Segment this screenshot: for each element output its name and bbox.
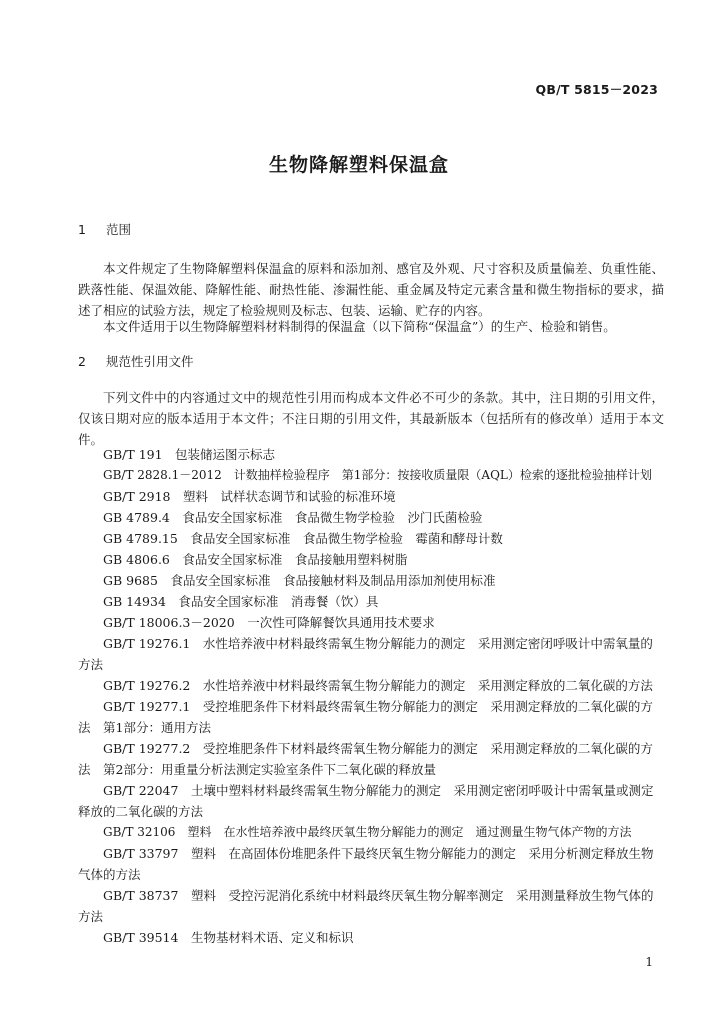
reference-item: GB 9685 食品安全国家标准 食品接触材料及制品用添加剂使用标准 <box>103 573 496 588</box>
section-number: 1 <box>78 222 86 237</box>
reference-item: GB 4789.4 食品安全国家标准 食品微生物学检验 沙门氏菌检验 <box>103 510 483 525</box>
section-title: 规范性引用文件 <box>106 354 194 369</box>
reference-item: GB/T 19276.1 水性培养液中材料最终需氧生物分解能力的测定 采用测定密闭呼吸计中需氧量的方法 <box>78 636 653 672</box>
reference-item: GB/T 19276.2 水性培养液中材料最终需氧生物分解能力的测定 采用测定释放的二氧化碳的方法 <box>103 678 653 693</box>
normative-intro: 下列文件中的内容通过文中的规范性引用而构成本文件必不可少的条款。其中，注日期的引用文件，仅该日期对应的版本适用于本文件；不注日期的引用文件，其最新版本（包括所有的修改单）适用于本文件。 <box>78 390 664 447</box>
section-title: 范围 <box>106 222 132 237</box>
section-number: 2 <box>78 354 86 369</box>
reference-item: GB/T 22047 土壤中塑料材料最终需氧生物分解能力的测定 采用测定密闭呼吸计中需氧量或测定释放的二氧化碳的方法 <box>78 783 654 819</box>
reference-item: GB/T 19277.1 受控堆肥条件下材料最终需氧生物分解能力的测定 采用测定释放的二氧化碳的方法 第1部分：通用方法 <box>78 699 653 735</box>
section-1-heading <box>78 220 131 238</box>
reference-item: GB 4806.6 食品安全国家标准 食品接触用塑料树脂 <box>103 552 408 567</box>
reference-item: GB/T 32106 塑料 在水性培养液中最终厌氧生物分解能力的测定 通过测量生物气体产物的方法 <box>103 825 632 839</box>
reference-item: GB/T 18006.3－2020 一次性可降解餐饮具通用技术要求 <box>103 615 435 630</box>
reference-item: GB/T 33797 塑料 在高固体份堆肥条件下最终厌氧生物分解能力的测定 采用分析测定释放生物气体的方法 <box>78 846 654 882</box>
reference-item: GB 14934 食品安全国家标准 消毒餐（饮）具 <box>103 594 379 609</box>
scope-paragraph: 本文件规定了生物降解塑料保温盒的原料和添加剂、感官及外观、尺寸容积及质量偏差、负重性能、跌落性能、保温效能、降解性能、耐热性能、渗漏性能、重金属及特定元素含量和微生物指标的要求，描述了相应的试验方法，规定了检验规则及标志、包装、运输、贮存的内容。 <box>78 261 664 318</box>
page-number: 1 <box>645 955 653 969</box>
section-2-heading <box>78 352 194 370</box>
reference-item: GB/T 39514 生物基材料术语、定义和标识 <box>103 930 354 945</box>
reference-item: GB/T 191 包装储运图示标志 <box>103 447 276 462</box>
scope-paragraph: 本文件适用于以生物降解塑料材料制得的保温盒（以下简称“保温盒”）的生产、检验和销售。 <box>103 319 616 334</box>
document-title: 生物降解塑料保温盒 <box>268 154 449 176</box>
reference-item: GB/T 2918 塑料 试样状态调节和试验的标准环境 <box>103 489 396 504</box>
reference-item: GB/T 2828.1－2012 计数抽样检验程序 第1部分：按接收质量限（AQL）检索的逐批检验抽样计划 <box>103 468 652 482</box>
standard-code: QB/T 5815－2023 <box>535 82 658 97</box>
reference-item: GB/T 38737 塑料 受控污泥消化系统中材料最终厌氧生物分解率测定 采用测量释放生物气体的方法 <box>78 888 654 924</box>
reference-item: GB 4789.15 食品安全国家标准 食品微生物学检验 霉菌和酵母计数 <box>103 531 503 546</box>
reference-item: GB/T 19277.2 受控堆肥条件下材料最终需氧生物分解能力的测定 采用测定释放的二氧化碳的方法 第2部分：用重量分析法测定实验室条件下二氧化碳的释放量 <box>78 741 653 777</box>
